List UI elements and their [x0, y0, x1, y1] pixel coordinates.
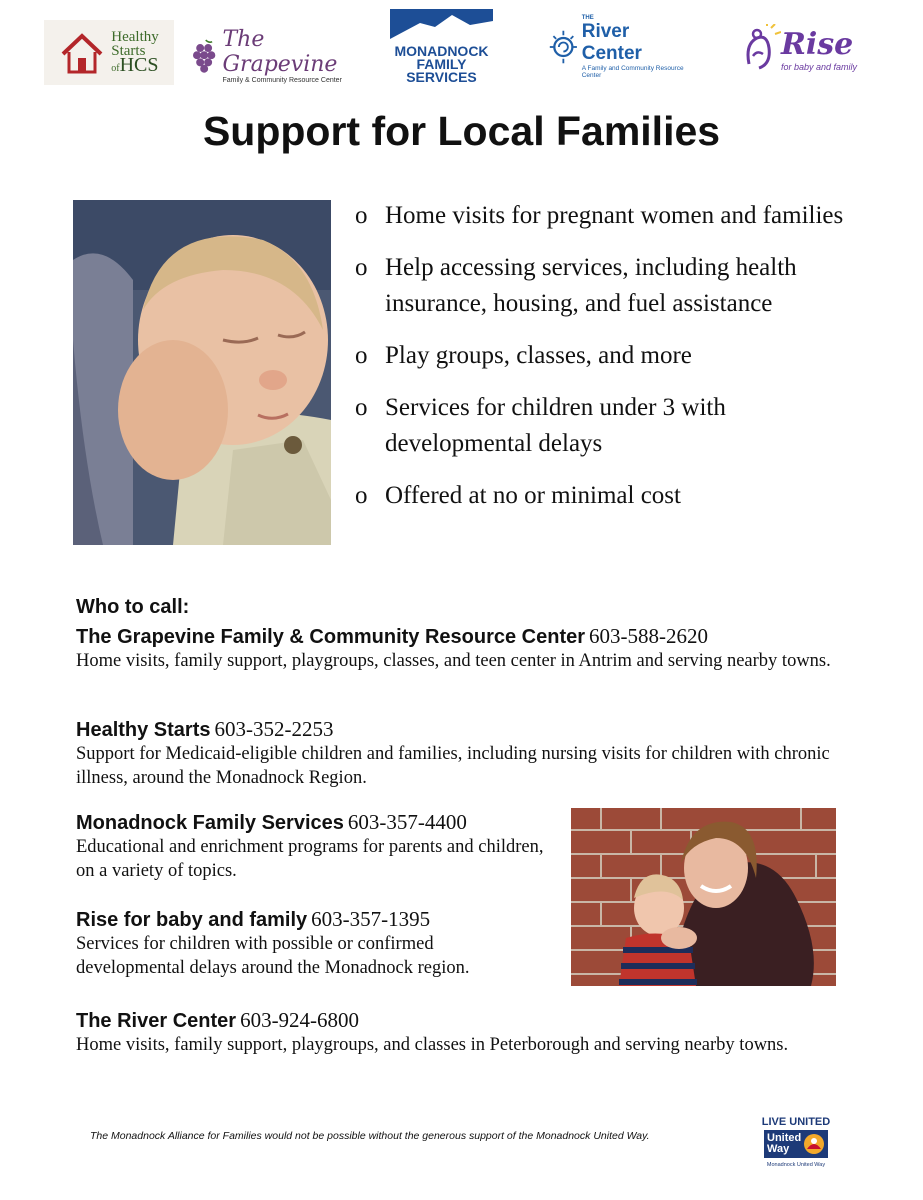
- who-to-call-heading: Who to call:: [76, 596, 190, 618]
- contact-name: Healthy Starts: [76, 719, 211, 741]
- uw-monadnock: Monadnock United Way: [766, 1162, 826, 1168]
- uw-live-united: LIVE UNITED: [761, 1116, 831, 1128]
- grapevine-name: The Grapevine: [222, 27, 338, 77]
- sun-spiral-icon: [548, 27, 579, 67]
- contact-description: Home visits, family support, playgroups, and classes in Peterborough and serving nearby towns.: [76, 1035, 789, 1055]
- contact-healthy-starts: [76, 717, 846, 790]
- contact-phone: 603-357-1395: [311, 907, 431, 931]
- grapevine-logo: [193, 28, 353, 83]
- list-item: o Play groups, classes, and more: [355, 342, 692, 369]
- services-bullet-list: [355, 198, 875, 530]
- contact-river-center: [76, 1008, 846, 1057]
- list-item: o Services for children under 3 with developmental delays: [355, 394, 726, 457]
- hcs-line4: HCS: [119, 53, 159, 76]
- contact-grapevine: [76, 624, 846, 673]
- mountain-icon: [390, 9, 493, 39]
- rise-name: Rise: [780, 26, 854, 62]
- river-center-logo: [548, 14, 693, 79]
- hcs-line1: Healthy: [111, 28, 159, 45]
- mfs-line2: FAMILY: [416, 55, 467, 72]
- list-item: o Offered at no or minimal cost: [355, 482, 681, 509]
- united-way-logo: [760, 1116, 832, 1178]
- contact-name: Monadnock Family Services: [76, 812, 344, 834]
- list-item: o Home visits for pregnant women and families: [355, 202, 844, 229]
- rise-logo: [734, 14, 864, 84]
- contact-phone: 603-352-2253: [214, 717, 334, 741]
- monadnock-family-services-logo: [390, 8, 493, 84]
- contact-phone: 603-924-6800: [240, 1008, 360, 1032]
- mfs-line1: MONADNOCK: [394, 42, 489, 59]
- contact-rise: [76, 907, 546, 980]
- parent-child-icon: [741, 24, 781, 74]
- contact-name: The Grapevine Family & Community Resource Center: [76, 626, 586, 648]
- uw-way: Way: [767, 1143, 790, 1155]
- sleeping-baby-photo: [73, 200, 331, 545]
- mother-and-child-photo: [571, 808, 836, 986]
- contact-monadnock-family-services: [76, 810, 546, 883]
- contact-phone: 603-357-4400: [347, 810, 467, 834]
- contact-description: Services for children with possible or confirmed developmental delays around the Monadnock region.: [76, 934, 470, 978]
- contact-description: Educational and enrichment programs for parents and children, on a variety of topics.: [76, 837, 544, 881]
- river-name: River Center: [581, 20, 642, 64]
- river-tagline: A Family and Community Resource Center: [581, 64, 684, 79]
- uw-united: United: [767, 1132, 802, 1144]
- river-small: THE: [581, 14, 594, 21]
- grapes-icon: [193, 34, 218, 78]
- contact-description: Support for Medicaid-eligible children and families, including nursing visits for children with chronic illness, around the Monadnock Region.: [76, 744, 830, 788]
- mfs-line3: SERVICES: [406, 68, 477, 85]
- united-way-hand-icon: [803, 1133, 825, 1155]
- contact-name: Rise for baby and family: [76, 909, 308, 931]
- footer-acknowledgement: The Monadnock Alliance for Families would not be possible without the generous support of the Monadnock United Way.: [90, 1130, 650, 1142]
- grapevine-tagline: Family & Community Resource Center: [222, 77, 342, 84]
- house-icon: [59, 30, 105, 76]
- hcs-line3: of: [111, 62, 120, 74]
- contact-description: Home visits, family support, playgroups, classes, and teen center in Antrim and serving nearby towns.: [76, 651, 831, 671]
- hcs-line2: Starts: [111, 42, 146, 59]
- page-title: Support for Local Families: [202, 108, 721, 154]
- list-item: o Help accessing services, including health insurance, housing, and fuel assistance: [355, 254, 797, 317]
- mountain-banner: [390, 9, 493, 39]
- rise-tagline: for baby and family: [780, 61, 858, 72]
- healthy-starts-logo: [44, 20, 174, 85]
- contact-phone: 603-588-2620: [589, 624, 709, 648]
- contact-name: The River Center: [76, 1010, 237, 1032]
